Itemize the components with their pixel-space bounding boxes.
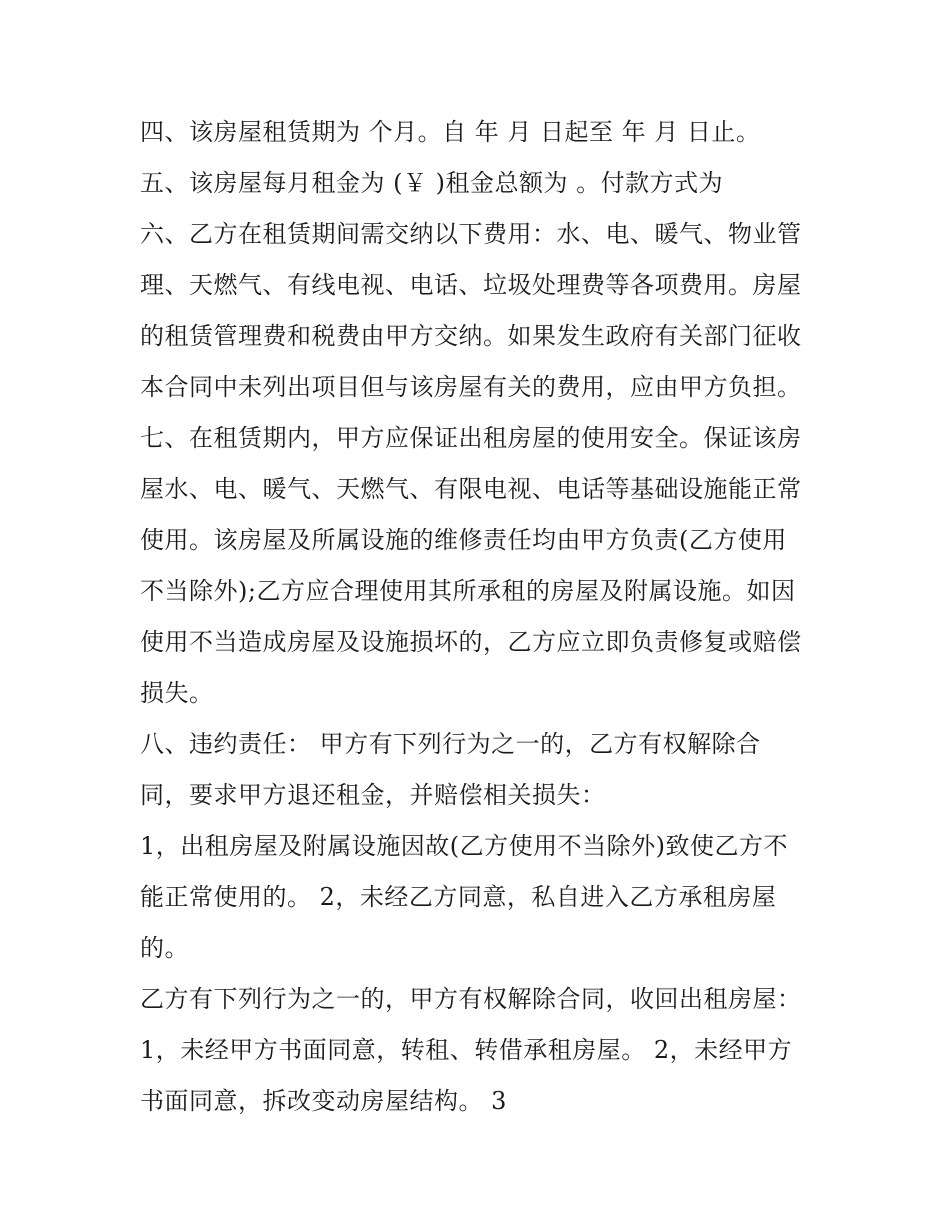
text-line: 屋水、电、暖气、天燃气、有限电视、电话等基础设施能正常 (140, 475, 802, 503)
text-line: 能正常使用的。 2，未经乙方同意，私自进入乙方承租房屋 (140, 883, 777, 911)
text-line: 同，要求甲方退还租金，并赔偿相关损失： (140, 781, 606, 809)
text-line: 1，出租房屋及附属设施因故(乙方使用不当除外)致使乙方不 (140, 832, 788, 860)
text-line: 的租赁管理费和税费由甲方交纳。如果发生政府有关部门征收 (140, 322, 802, 350)
text-line: 使用不当造成房屋及设施损坏的，乙方应立即负责修复或赔偿 (140, 628, 802, 656)
text-line: 1，未经甲方书面同意，转租、转借承租房屋。 2，未经甲方 (140, 1036, 793, 1064)
text-line: 本合同中未列出项目但与该房屋有关的费用，应由甲方负担。 (140, 373, 802, 401)
text-line: 不当除外);乙方应合理使用其所承租的房屋及附属设施。如因 (140, 577, 796, 605)
text-line: 七、在租赁期内，甲方应保证出租房屋的使用安全。保证该房 (140, 424, 802, 452)
text-line: 书面同意，拆改变动房屋结构。 3 (140, 1087, 507, 1115)
text-line: 的。 (140, 934, 189, 962)
text-line: 五、该房屋每月租金为 (￥ )租金总额为 。付款方式为 (140, 169, 724, 197)
text-line: 六、乙方在租赁期间需交纳以下费用：水、电、暖气、物业管 (140, 220, 802, 248)
text-line: 损失。 (140, 679, 214, 707)
text-line: 使用。该房屋及所属设施的维修责任均由甲方负责(乙方使用 (140, 526, 787, 554)
text-line: 理、天燃气、有线电视、电话、垃圾处理费等各项费用。房屋 (140, 271, 802, 299)
text-line: 八、违约责任： 甲方有下列行为之一的，乙方有权解除合 (140, 730, 761, 758)
text-line: 四、该房屋租赁期为 个月。自 年 月 日起至 年 月 日止。 (140, 118, 761, 146)
text-line: 乙方有下列行为之一的，甲方有权解除合同，收回出租房屋： (140, 985, 802, 1013)
contract-text (140, 107, 830, 1127)
